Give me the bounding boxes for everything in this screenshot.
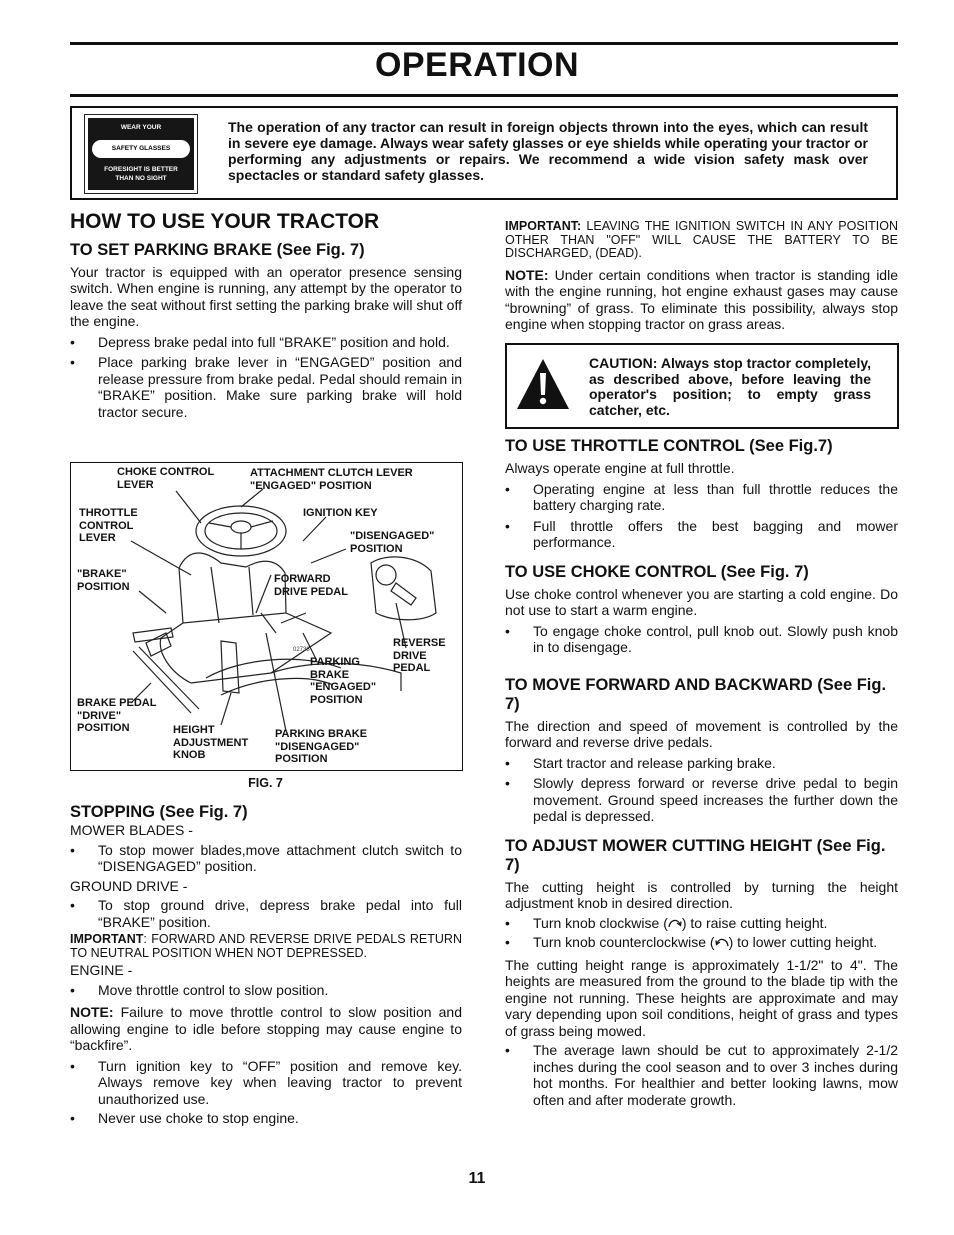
page-title: OPERATION — [374, 46, 580, 84]
move-bullet-1: • Start tractor and release parking brake. — [505, 755, 898, 772]
figure-caption: FIG. 7 — [248, 776, 283, 790]
label-throttle-control-lever: THROTTLE CONTROL LEVER — [79, 507, 138, 544]
right-column-top — [505, 220, 898, 333]
left-column-top — [70, 210, 462, 420]
engine-label: ENGINE - — [70, 962, 133, 978]
heading-choke-control: TO USE CHOKE CONTROL (See Fig. 7) — [505, 562, 809, 581]
counterclockwise-text-pre: Turn knob counterclockwise ( — [533, 934, 715, 950]
warning-text: The operation of any tractor can result in foreign objects thrown into the eyes, which can result in severe eye damage. Always wear safety glasses or eye shields while operating your tractor or performing any adjustments or repairs. We recommend a wide vision safety mask over spectacles or standard safety glasses. — [228, 119, 868, 183]
caution-text: CAUTION: Always stop tractor completely, as described above, before leaving the operator's position; to empty grass catcher, etc. — [589, 355, 871, 418]
move-bullet-2: • Slowly depress forward or reverse drive pedal to begin movement. Ground speed increases the further down the pedal is depressed. — [505, 775, 898, 825]
figure-code: 02738 — [293, 647, 310, 653]
clockwise-arrow-icon — [668, 917, 682, 929]
safety-glasses-decal — [84, 114, 198, 194]
decal-line-3: FORESIGHT IS BETTER — [104, 166, 178, 173]
backfire-note-text: Failure to move throttle control to slow position and allowing engine to idle before stopping may cause engine to “backfire”. — [70, 1004, 462, 1053]
top-rule — [70, 42, 898, 45]
label-attachment-clutch-lever: ATTACHMENT CLUTCH LEVER "ENGAGED" POSITION — [250, 467, 413, 492]
throttle-para: Always operate engine at full throttle. — [505, 460, 735, 476]
label-parking-brake-disengaged: PARKING BRAKE "DISENGAGED" POSITION — [275, 728, 368, 765]
label-disengaged-position: "DISENGAGED" POSITION — [350, 530, 435, 555]
clockwise-bullet — [505, 915, 898, 932]
counterclockwise-arrow-icon — [715, 936, 729, 948]
clockwise-text-post: ) to raise cutting height. — [681, 914, 828, 931]
heading-cutting-height: TO ADJUST MOWER CUTTING HEIGHT (See Fig. 7) — [505, 836, 886, 874]
browning-note — [505, 267, 898, 333]
important-label-right: IMPORTANT: — [505, 219, 582, 233]
heading-throttle-control: TO USE THROTTLE CONTROL (See Fig.7) — [505, 437, 833, 455]
important-ignition-note — [505, 220, 898, 261]
figure-7-tractor-controls — [70, 462, 463, 771]
caution-box — [505, 343, 899, 429]
caution-warning-icon — [513, 355, 573, 415]
backfire-note — [70, 1004, 462, 1054]
note-label-right: NOTE: — [505, 266, 549, 283]
parking-bullet-1: • Depress brake pedal into full “BRAKE” position and hold. — [70, 334, 462, 351]
browning-note-text: Under certain conditions when tractor is standing idle with the engine running, hot engine exhaust gases may cause “browning” of grass. To eliminate this possibility, always stop engine when stopping tractor on grass areas. — [505, 266, 898, 332]
label-forward-drive-pedal: FORWARD DRIVE PEDAL — [274, 573, 348, 598]
choke-control-bullet: • To engage choke control, pull knob out. Slowly push knob in to disengage. — [505, 623, 898, 656]
decal-line-1: WEAR YOUR — [120, 124, 162, 131]
left-column-stopping — [70, 803, 462, 1127]
cutting-height-para: The cutting height is controlled by turning the height adjustment knob in desired direction. — [505, 878, 898, 911]
mower-blades-bullet: • To stop mower blades,move attachment clutch switch to “DISENGAGED” position. — [70, 842, 462, 875]
decal-line-2: SAFETY GLASSES — [92, 140, 190, 158]
throttle-bullet-2: • Full throttle offers the best bagging and mower performance. — [505, 518, 898, 551]
counterclockwise-text-post: ) to lower cutting height. — [728, 934, 878, 950]
eye-safety-warning-box — [70, 106, 898, 200]
note-label: NOTE: — [70, 1004, 114, 1020]
decal-line-4: THAN NO SIGHT — [115, 175, 167, 182]
label-choke-control-lever: CHOKE CONTROL LEVER — [117, 466, 215, 491]
heading-stopping: STOPPING (See Fig. 7) — [70, 803, 248, 821]
section-heading-how-to-use: HOW TO USE YOUR TRACTOR — [70, 210, 380, 233]
label-parking-brake-engaged: PARKING BRAKE "ENGAGED" POSITION — [310, 656, 377, 706]
parking-brake-para: Your tractor is equipped with an operator presence sensing switch. When engine is running, any attempt by the operator to leave the seat without first setting the parking brake will shut off the engine. — [70, 263, 462, 329]
important-pedals-note — [70, 933, 462, 960]
cutting-height-range-para: The cutting height range is approximately 1-1/2" to 4". The heights are measured from the ground to the blade tip with the engine not running. These heights are approximate and may vary depending upon soil conditions, height of grass and types of grass being mowed. — [505, 956, 898, 1039]
choke-bullet: • Never use choke to stop engine. — [70, 1110, 462, 1127]
important-ignition-text: LEAVING THE IGNITION SWITCH IN ANY POSITION OTHER THAN "OFF" WILL CAUSE THE BATTERY TO BE DISCHARGED, (DEAD). — [505, 219, 898, 260]
parking-bullet-2: • Place parking brake lever in “ENGAGED” position and release pressure from brake pedal. Pedal should remain in “BRAKE” position. Make sure parking brake will hold tractor secure. — [70, 354, 462, 420]
label-reverse-drive-pedal: REVERSE DRIVE PEDAL — [393, 637, 446, 674]
counterclockwise-bullet — [505, 934, 898, 951]
ground-drive-bullet: • To stop ground drive, depress brake pedal into full “BRAKE” position. — [70, 897, 462, 930]
important-pedals-text: : FORWARD AND REVERSE DRIVE PEDALS RETURN TO NEUTRAL POSITION WHEN NOT DEPRESSED. — [70, 932, 462, 960]
title-rule — [70, 94, 898, 97]
throttle-bullet-1: • Operating engine at less than full throttle reduces the battery charging rate. — [505, 481, 898, 514]
move-para: The direction and speed of movement is controlled by the forward and reverse drive pedals. — [505, 717, 898, 750]
clockwise-text-pre: Turn knob clockwise ( — [533, 914, 668, 931]
important-label: IMPORTANT — [70, 932, 144, 946]
label-height-adjustment-knob: HEIGHT ADJUSTMENT KNOB — [173, 724, 249, 761]
heading-move-forward-backward: TO MOVE FORWARD AND BACKWARD (See Fig. 7) — [505, 675, 887, 713]
label-brake-position: "BRAKE" POSITION — [77, 568, 130, 593]
heading-parking-brake: TO SET PARKING BRAKE (See Fig. 7) — [70, 240, 365, 259]
choke-para: Use choke control whenever you are starting a cold engine. Do not use to start a warm engine. — [505, 585, 898, 618]
page-number: 11 — [468, 1170, 486, 1187]
label-brake-pedal-drive: BRAKE PEDAL "DRIVE" POSITION — [77, 697, 157, 734]
mower-blades-label: MOWER BLADES - — [70, 822, 193, 838]
ground-drive-label: GROUND DRIVE - — [70, 877, 188, 894]
ignition-key-bullet: • Turn ignition key to “OFF” position and remove key. Always remove key when leaving tractor to prevent unauthorized use. — [70, 1058, 462, 1108]
right-column-sections — [505, 437, 898, 1108]
average-lawn-bullet: • The average lawn should be cut to approximately 2-1/2 inches during the cool season and to over 3 inches during hot months. For healthier and better looking lawns, mow often and after moderate growth. — [505, 1042, 898, 1108]
label-ignition-key: IGNITION KEY — [303, 507, 378, 519]
engine-bullet: • Move throttle control to slow position. — [70, 982, 462, 999]
